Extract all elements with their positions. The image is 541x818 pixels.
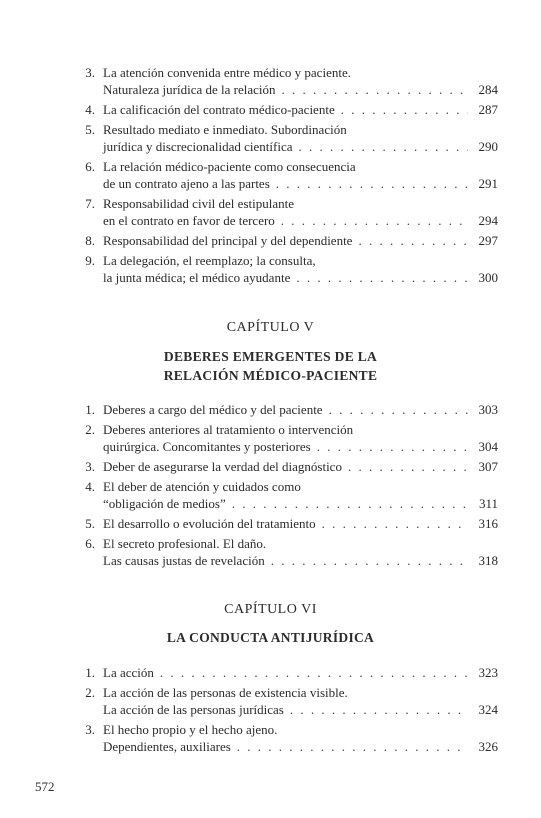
toc-entry bbox=[73, 232, 498, 252]
toc-entry-line bbox=[73, 138, 498, 155]
toc-entry-line bbox=[73, 495, 498, 512]
toc-entry bbox=[73, 684, 498, 721]
toc-entry-line bbox=[73, 121, 498, 138]
toc-entry-number: 2. bbox=[85, 685, 95, 700]
toc-entry-line bbox=[73, 684, 498, 701]
toc-entry-line bbox=[73, 175, 498, 192]
toc-entry-title: La atención convenida entre médico y paciente. bbox=[103, 65, 351, 80]
toc-entry-number: 1. bbox=[85, 402, 95, 417]
toc-entry-title: de un contrato ajeno a las partes bbox=[103, 176, 270, 191]
toc-entry-line bbox=[73, 212, 498, 229]
toc-entry-number: 4. bbox=[85, 479, 95, 494]
toc-entry bbox=[73, 401, 498, 421]
toc-entry-page: 284 bbox=[478, 82, 498, 97]
toc-entry-page: 316 bbox=[478, 516, 498, 531]
toc-entry-title: La calificación del contrato médico-paciente bbox=[103, 102, 335, 117]
dot-leader bbox=[329, 401, 468, 418]
toc-entry-line bbox=[73, 158, 498, 175]
toc-entry-page: 311 bbox=[478, 496, 498, 511]
toc-entry-line bbox=[73, 269, 498, 286]
toc-entry-page: 318 bbox=[478, 553, 498, 568]
toc-entry-line bbox=[73, 252, 498, 269]
toc-section-1 bbox=[73, 64, 498, 289]
toc-entry-title: la junta médica; el médico ayudante bbox=[103, 270, 291, 285]
toc-entry bbox=[73, 101, 498, 121]
dot-leader bbox=[322, 515, 468, 532]
dot-leader bbox=[358, 232, 468, 249]
toc-entry-page: 290 bbox=[478, 139, 498, 154]
toc-entry-title: La acción bbox=[103, 665, 154, 680]
dot-leader bbox=[348, 458, 468, 475]
dot-leader bbox=[237, 738, 468, 755]
dot-leader bbox=[281, 212, 468, 229]
toc-entry-line bbox=[73, 738, 498, 755]
toc-entry-number: 3. bbox=[85, 65, 95, 80]
chapter-6-heading: CAPÍTULO VI bbox=[224, 602, 317, 617]
toc-entry-title: El deber de atención y cuidados como bbox=[103, 479, 301, 494]
toc-entry-title: en el contrato en favor de tercero bbox=[103, 213, 275, 228]
toc-entry-number: 5. bbox=[85, 122, 95, 137]
toc-entry-line bbox=[73, 701, 498, 718]
toc-entry-page: 323 bbox=[478, 665, 498, 680]
toc-entry bbox=[73, 64, 498, 101]
toc-entry-line bbox=[73, 421, 498, 438]
toc-entry-line bbox=[73, 401, 498, 418]
toc-entry-line bbox=[73, 64, 498, 81]
toc-entry-page: 294 bbox=[478, 213, 498, 228]
toc-entry-title: jurídica y discrecionalidad científica bbox=[103, 139, 293, 154]
dot-leader bbox=[296, 269, 468, 286]
dot-leader bbox=[299, 138, 469, 155]
toc-entry-number: 9. bbox=[85, 253, 95, 268]
chapter-5-subtitle-line-1: DEBERES EMERGENTES DE LA bbox=[163, 349, 378, 364]
toc-entry-number: 5. bbox=[85, 516, 95, 531]
toc-entry-title: La relación médico-paciente como consecuencia bbox=[103, 159, 356, 174]
toc-entry-page: 300 bbox=[478, 270, 498, 285]
toc-section-3 bbox=[73, 664, 498, 758]
toc-entry-title: La delegación, el reemplazo; la consulta, bbox=[103, 253, 316, 268]
toc-entry bbox=[73, 478, 498, 515]
toc-entry-title: Responsabilidad del principal y del dependiente bbox=[103, 233, 353, 248]
entry-spacer bbox=[73, 755, 498, 758]
toc-entry-title: El secreto profesional. El daño. bbox=[103, 536, 267, 551]
dot-leader bbox=[276, 175, 468, 192]
toc-entry-number: 3. bbox=[85, 459, 95, 474]
toc-entry-title: Deberes anteriores al tratamiento o intervención bbox=[103, 422, 354, 437]
toc-entry-title: Naturaleza jurídica de la relación bbox=[103, 82, 276, 97]
toc-entry-line bbox=[73, 438, 498, 455]
toc-entry bbox=[73, 121, 498, 158]
toc-entry-line bbox=[73, 535, 498, 552]
toc-entry-title: quirúrgica. Concomitantes y posteriores bbox=[103, 439, 311, 454]
toc-entry-line bbox=[73, 458, 498, 475]
toc-entry-page: 291 bbox=[478, 176, 498, 191]
toc-entry-line bbox=[73, 195, 498, 212]
dot-leader bbox=[232, 495, 468, 512]
entry-spacer bbox=[73, 286, 498, 289]
toc-entry-title: La acción de las personas de existencia visible. bbox=[103, 685, 348, 700]
dot-leader bbox=[290, 701, 468, 718]
toc-entry-number: 6. bbox=[85, 159, 95, 174]
toc-entry-line bbox=[73, 81, 498, 98]
toc-entry bbox=[73, 664, 498, 684]
toc-entry-line bbox=[73, 721, 498, 738]
toc-entry-page: 287 bbox=[478, 102, 498, 117]
toc-entry-title: Las causas justas de revelación bbox=[103, 553, 265, 568]
toc-entry-title: Responsabilidad civil del estipulante bbox=[103, 196, 294, 211]
dot-leader bbox=[271, 552, 468, 569]
toc-entry bbox=[73, 421, 498, 458]
toc-entry-line bbox=[73, 101, 498, 118]
toc-entry-title: El hecho propio y el hecho ajeno. bbox=[103, 722, 278, 737]
toc-entry-number: 2. bbox=[85, 422, 95, 437]
chapter-6-subtitle: LA CONDUCTA ANTIJURÍDICA bbox=[166, 630, 375, 645]
toc-entry bbox=[73, 721, 498, 758]
toc-entry-line bbox=[73, 664, 498, 681]
entry-spacer bbox=[73, 569, 498, 572]
toc-entry-line bbox=[73, 552, 498, 569]
toc-entry-number: 3. bbox=[85, 722, 95, 737]
dot-leader bbox=[282, 81, 468, 98]
chapter-5-heading: CAPÍTULO V bbox=[226, 320, 315, 335]
toc-entry-page: 304 bbox=[478, 439, 498, 454]
toc-entry-page: 297 bbox=[478, 233, 498, 248]
toc-entry-title: Deberes a cargo del médico y del paciente bbox=[103, 402, 323, 417]
chapter-5-subtitle-line-2: RELACIÓN MÉDICO-PACIENTE bbox=[163, 368, 378, 383]
toc-entry bbox=[73, 252, 498, 289]
toc-entry-number: 6. bbox=[85, 536, 95, 551]
toc-entry-number: 1. bbox=[85, 665, 95, 680]
toc-entry-page: 326 bbox=[478, 739, 498, 754]
toc-entry-title: La acción de las personas jurídicas bbox=[103, 702, 284, 717]
toc-entry-title: El desarrollo o evolución del tratamiento bbox=[103, 516, 316, 531]
toc-entry-line bbox=[73, 478, 498, 495]
toc-entry bbox=[73, 458, 498, 478]
toc-entry-title: Deber de asegurarse la verdad del diagnóstico bbox=[103, 459, 342, 474]
toc-entry bbox=[73, 158, 498, 195]
toc-entry-page: 303 bbox=[478, 402, 498, 417]
toc-entry-title: Dependientes, auxiliares bbox=[103, 739, 231, 754]
toc-entry-line bbox=[73, 232, 498, 249]
toc-entry-number: 8. bbox=[85, 233, 95, 248]
toc-entry-title: “obligación de medios” bbox=[103, 496, 226, 511]
toc-entry bbox=[73, 515, 498, 535]
toc-entry bbox=[73, 195, 498, 232]
toc-entry-title: Resultado mediato e inmediato. Subordinación bbox=[103, 122, 347, 137]
toc-entry-page: 324 bbox=[478, 702, 498, 717]
toc-entry-number: 4. bbox=[85, 102, 95, 117]
toc-entry-number: 7. bbox=[85, 196, 95, 211]
toc-entry-line bbox=[73, 515, 498, 532]
toc-section-2 bbox=[73, 401, 498, 572]
dot-leader bbox=[341, 101, 468, 118]
dot-leader bbox=[317, 438, 468, 455]
toc-entry-page: 307 bbox=[478, 459, 498, 474]
toc-entry bbox=[73, 535, 498, 572]
dot-leader bbox=[160, 664, 468, 681]
page-number: 572 bbox=[35, 779, 55, 794]
